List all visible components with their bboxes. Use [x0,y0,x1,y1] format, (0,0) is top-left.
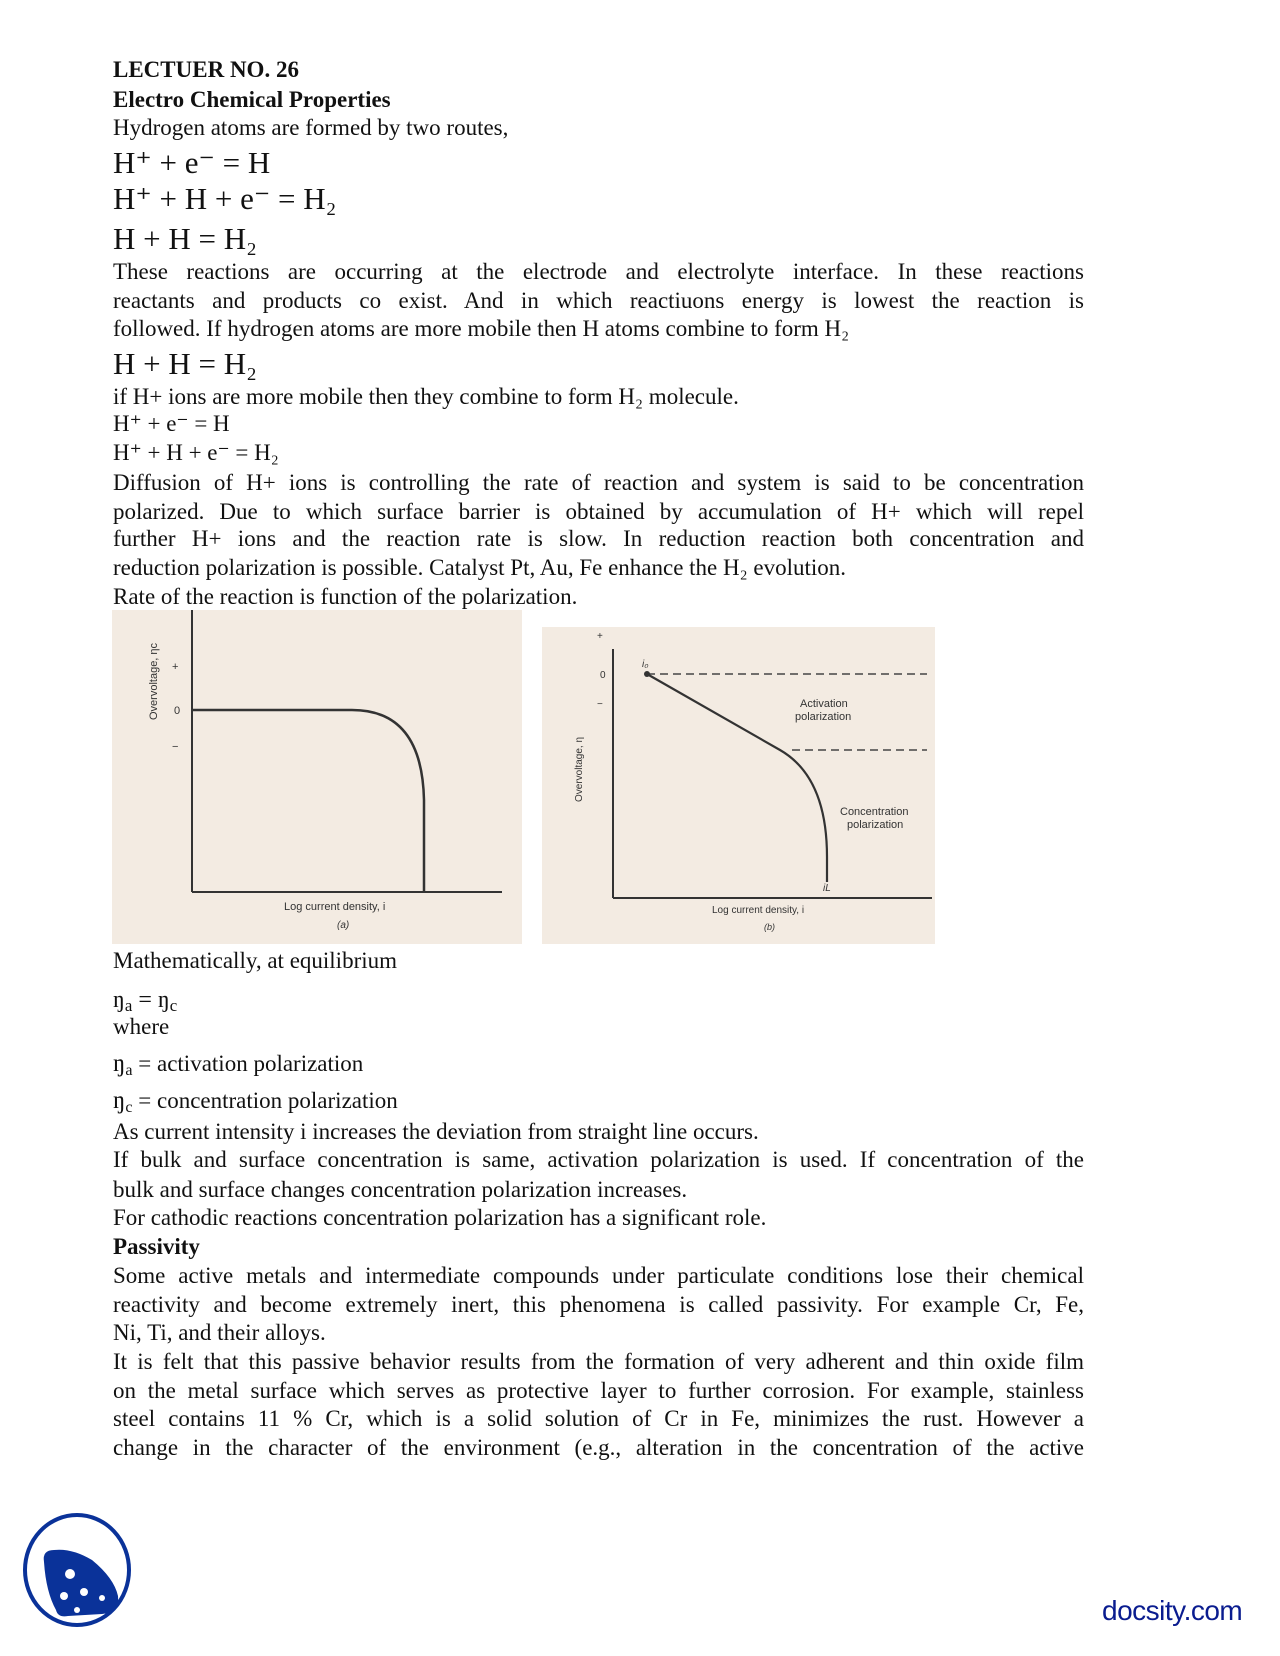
equation: H⁺ + H + e⁻ = H₂ [113,440,279,465]
docsity-logo-icon [22,1512,132,1628]
x-axis-label: Log current density, i [284,901,386,913]
polarization-curve [192,710,424,892]
subscript-a: a [124,996,133,1016]
section-title: Electro Chemical Properties [113,87,391,112]
i0-label: i₀ [642,659,649,670]
equation: H + H = H₂ [113,346,257,381]
equation: H + H = H₂ [113,221,257,256]
subscript-a: a [125,1062,133,1080]
paragraph-line: Diffusion of H+ ions is controlling the rate of reaction and system is said to be concentration [113,470,1084,495]
paragraph-line: Rate of the reaction is function of the polarization. [113,584,578,609]
definition-concentration [113,1087,1084,1122]
equation: H⁺ + e⁻ = H [113,411,230,436]
paragraph-line: Some active metals and intermediate compounds under particulate conditions lose their chemical [113,1263,1084,1288]
section-title: Passivity [113,1234,200,1259]
activation-label: Activation [800,698,848,710]
paragraph-line: For cathodic reactions concentration polarization has a significant role. [113,1205,767,1230]
y-axis-label: Overvoltage, η [574,736,585,802]
eta-symbol: ŋ [113,987,125,1013]
paragraph-line: change in the character of the environment (e.g., alteration in the concentration of the active [113,1435,1084,1460]
paragraph-line: followed. If hydrogen atoms are more mobile then H atoms combine to form H₂ [113,316,850,341]
iL-label: iL [823,883,831,894]
paragraph-line: polarized. Due to which surface barrier is obtained by accumulation of H+ which will repel [113,499,1084,524]
paragraph-line: where [113,1014,170,1039]
subscript-c: c [169,996,178,1016]
definition-text: = activation polarization [138,1051,364,1076]
paragraph-line: reactants and products co exist. And in which reactiuons energy is lowest the reaction is [113,288,1084,313]
paragraph-line: steel contains 11 % Cr, which is a solid solution of Cr in Fe, minimizes the rust. However a [113,1406,1084,1431]
equation: H⁺ + H + e⁻ = H₂ [113,181,337,216]
subscript-c: c [125,1099,133,1117]
zero-tick: 0 [600,670,606,681]
caption: (b) [764,922,775,932]
eta-symbol: ŋ [113,1087,126,1114]
paragraph-line: bulk and surface changes concentration polarization increases. [113,1177,688,1202]
paragraph-line: further H+ ions and the reaction rate is slow. In reduction reaction both concentration and [113,526,1084,551]
paragraph-line: These reactions are occurring at the electrode and electrolyte interface. In these reactions [113,259,1084,284]
paragraph-line: on the metal surface which serves as protective layer to further corrosion. For example, stainless [113,1378,1084,1403]
eta-symbol: ŋ [113,1050,126,1077]
i0-point [644,671,650,677]
definition-activation [113,1050,1084,1085]
y-axis-label: Overvoltage, ηc [148,642,160,720]
activation-label-2: polarization [795,711,852,723]
concentration-label: Concentration [840,806,909,818]
caption: (a) [337,920,350,931]
x-axis-label: Log current density, i [712,905,805,916]
equals-sign: = [132,987,158,1013]
figure-a-activation-curve [112,610,522,944]
zero-tick: 0 [174,705,181,717]
paragraph-line: As current intensity i increases the deviation from straight line occurs. [113,1119,759,1144]
concentration-label-2: polarization [847,819,904,831]
minus-sign: − [172,741,179,753]
definition-text: = concentration polarization [138,1088,398,1113]
plus-sign: + [172,661,179,673]
paragraph-line: reactivity and become extremely inert, this phenomena is called passivity. For example Cr, Fe, [113,1292,1084,1317]
minus-sign: − [597,699,603,710]
paragraph-line: reduction polarization is possible. Catalyst Pt, Au, Fe enhance the H₂ evolution. [113,555,847,580]
paragraph-line: It is felt that this passive behavior results from the formation of very adherent and thin oxide film [113,1349,1084,1374]
equation: H⁺ + e⁻ = H [113,145,271,180]
plus-sign: + [597,631,603,642]
paragraph-line: If bulk and surface concentration is same, activation polarization is used. If concentration of the [113,1147,1084,1172]
paragraph-line: Ni, Ti, and their alloys. [113,1320,326,1345]
docsity-brand-link[interactable]: docsity.com [1102,1595,1243,1626]
paragraph-line: if H+ ions are more mobile then they combine to form H₂ molecule. [113,384,739,409]
paragraph-line: Hydrogen atoms are formed by two routes, [113,115,509,140]
eta-symbol: ŋ [157,987,170,1013]
figure-b-polarization-curve [542,627,935,944]
paragraph-line: Mathematically, at equilibrium [113,948,398,973]
lecture-heading: LECTUER NO. 26 [113,57,299,82]
